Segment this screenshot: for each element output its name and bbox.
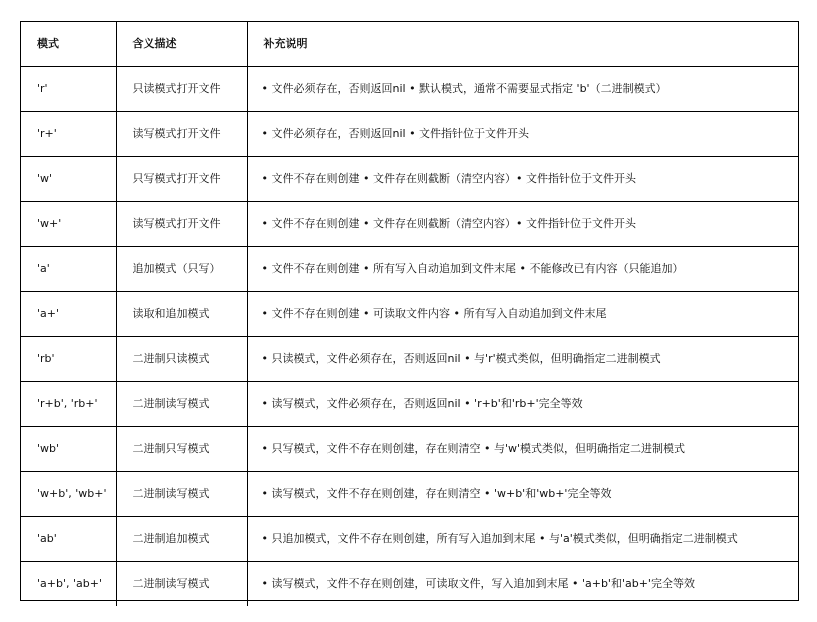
- note-cell: • 文件不存在则创建 • 可读取文件内容 • 所有写入自动追加到文件末尾: [247, 292, 798, 337]
- table-row: [21, 292, 798, 337]
- mode-cell: 'a+b', 'ab+': [21, 562, 116, 607]
- header-note: 补充说明: [247, 22, 798, 67]
- table-header-row: [21, 22, 798, 67]
- file-mode-table: [21, 22, 798, 606]
- table-row: [21, 472, 798, 517]
- table-row: [21, 562, 798, 607]
- mode-cell: 'ab': [21, 517, 116, 562]
- mode-cell: 'r+b', 'rb+': [21, 382, 116, 427]
- header-mode: 模式: [21, 22, 116, 67]
- mode-cell: 'r+': [21, 112, 116, 157]
- note-cell: • 读写模式，文件不存在则创建，存在则清空 • 'w+b'和'wb+'完全等效: [247, 472, 798, 517]
- note-cell: • 读写模式，文件不存在则创建，可读取文件，写入追加到末尾 • 'a+b'和'ab+'完全等效: [247, 562, 798, 607]
- note-cell: • 只读模式，文件必须存在，否则返回nil • 与'r'模式类似，但明确指定二进制模式: [247, 337, 798, 382]
- table-row: [21, 382, 798, 427]
- meaning-cell: 读取和追加模式: [116, 292, 247, 337]
- note-cell: • 读写模式，文件必须存在，否则返回nil • 'r+b'和'rb+'完全等效: [247, 382, 798, 427]
- meaning-cell: 二进制追加模式: [116, 517, 247, 562]
- table-row: [21, 112, 798, 157]
- mode-cell: 'w+b', 'wb+': [21, 472, 116, 517]
- table-row: [21, 517, 798, 562]
- mode-cell: 'r': [21, 67, 116, 112]
- note-cell: • 只追加模式，文件不存在则创建，所有写入追加到末尾 • 与'a'模式类似，但明确指定二进制模式: [247, 517, 798, 562]
- table-row: [21, 67, 798, 112]
- meaning-cell: 追加模式（只写）: [116, 247, 247, 292]
- meaning-cell: 读写模式打开文件: [116, 112, 247, 157]
- note-cell: • 只写模式，文件不存在则创建，存在则清空 • 与'w'模式类似，但明确指定二进制模式: [247, 427, 798, 472]
- meaning-cell: 二进制读写模式: [116, 472, 247, 517]
- note-cell: • 文件必须存在，否则返回nil • 文件指针位于文件开头: [247, 112, 798, 157]
- mode-cell: 'a': [21, 247, 116, 292]
- note-cell: • 文件不存在则创建 • 文件存在则截断（清空内容）• 文件指针位于文件开头: [247, 202, 798, 247]
- mode-cell: 'rb': [21, 337, 116, 382]
- table-row: [21, 202, 798, 247]
- mode-cell: 'w+': [21, 202, 116, 247]
- meaning-cell: 二进制读写模式: [116, 382, 247, 427]
- note-cell: • 文件不存在则创建 • 所有写入自动追加到文件末尾 • 不能修改已有内容（只能追加）: [247, 247, 798, 292]
- meaning-cell: 只写模式打开文件: [116, 157, 247, 202]
- header-meaning: 含义描述: [116, 22, 247, 67]
- meaning-cell: 二进制读写模式: [116, 562, 247, 607]
- meaning-cell: 读写模式打开文件: [116, 202, 247, 247]
- file-mode-table-container: [20, 21, 799, 601]
- table-row: [21, 157, 798, 202]
- mode-cell: 'wb': [21, 427, 116, 472]
- table-row: [21, 337, 798, 382]
- note-cell: • 文件不存在则创建 • 文件存在则截断（清空内容）• 文件指针位于文件开头: [247, 157, 798, 202]
- note-cell: • 文件必须存在，否则返回nil • 默认模式，通常不需要显式指定 'b'（二进制模式）: [247, 67, 798, 112]
- mode-cell: 'a+': [21, 292, 116, 337]
- table-row: [21, 247, 798, 292]
- table-row: [21, 427, 798, 472]
- meaning-cell: 只读模式打开文件: [116, 67, 247, 112]
- meaning-cell: 二进制只写模式: [116, 427, 247, 472]
- meaning-cell: 二进制只读模式: [116, 337, 247, 382]
- mode-cell: 'w': [21, 157, 116, 202]
